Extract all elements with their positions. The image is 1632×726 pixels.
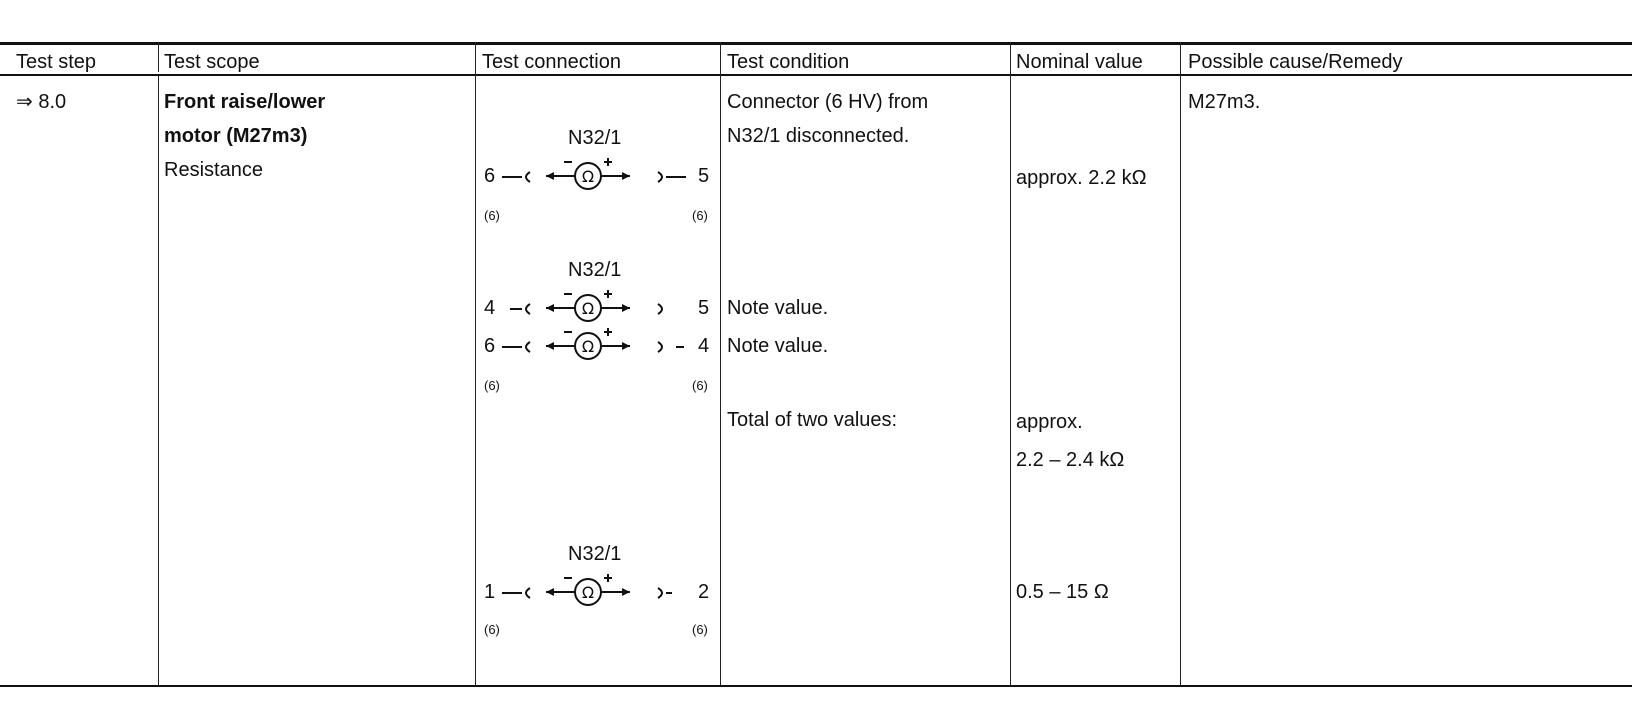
condition-1-line2: N32/1 disconnected. bbox=[727, 125, 910, 147]
c4-right-plug-icon bbox=[654, 586, 688, 600]
condition-1-line1: Connector (6 HV) from bbox=[727, 91, 929, 113]
scope-title-line2: motor (M27m3) bbox=[164, 125, 308, 147]
nominal-2-line2: 2.2 – 2.4 kΩ bbox=[1016, 449, 1125, 471]
c1-right-connector: (6) bbox=[692, 208, 708, 223]
header-nominal-value: Nominal value bbox=[1016, 51, 1143, 73]
scope-subtitle: Resistance bbox=[164, 159, 263, 181]
c1-device-label: N32/1 bbox=[568, 127, 622, 149]
c2-right-pin: 5 bbox=[698, 297, 710, 319]
c3-left-connector: (6) bbox=[484, 378, 500, 393]
c4-right-pin: 2 bbox=[698, 581, 710, 603]
col-divider-5 bbox=[1180, 42, 1181, 685]
c4-left-pin: 1 bbox=[484, 581, 496, 603]
table-top-rule bbox=[0, 42, 1632, 45]
svg-text:Ω: Ω bbox=[581, 299, 595, 318]
c1-left-connector: (6) bbox=[484, 208, 500, 223]
header-test-condition: Test condition bbox=[727, 51, 850, 73]
col-divider-1 bbox=[158, 42, 159, 72]
c3-ohmmeter-icon bbox=[546, 320, 630, 364]
c4-ohmmeter-icon bbox=[546, 566, 630, 610]
c2-left-plug-icon bbox=[500, 302, 534, 316]
condition-4: Total of two values: bbox=[727, 409, 898, 431]
c2-left-pin: 4 bbox=[484, 297, 496, 319]
svg-text:Ω: Ω bbox=[581, 337, 595, 356]
svg-text:Ω: Ω bbox=[581, 583, 595, 602]
col-divider-1b bbox=[158, 76, 159, 685]
c4-device-label: N32/1 bbox=[568, 543, 622, 565]
c3-right-pin: 4 bbox=[698, 335, 710, 357]
c1-right-plug-icon bbox=[654, 170, 688, 184]
table-bottom-rule bbox=[0, 685, 1632, 687]
svg-text:Ω: Ω bbox=[581, 167, 595, 186]
c3-left-plug-icon bbox=[500, 340, 534, 354]
c1-left-plug-icon bbox=[500, 170, 534, 184]
c1-ohmmeter-icon bbox=[546, 150, 630, 194]
col-divider-2 bbox=[475, 42, 476, 685]
c3-left-pin: 6 bbox=[484, 335, 496, 357]
header-test-step: Test step bbox=[16, 51, 97, 73]
c3-right-connector: (6) bbox=[692, 378, 708, 393]
c2-right-plug-icon bbox=[654, 302, 688, 316]
remedy-text: M27m3. bbox=[1188, 91, 1261, 113]
c1-left-pin: 6 bbox=[484, 165, 496, 187]
nominal-2-line1: approx. bbox=[1016, 411, 1083, 433]
c4-right-connector: (6) bbox=[692, 622, 708, 637]
c2-device-label: N32/1 bbox=[568, 259, 622, 281]
test-step-number: ⇒ 8.0 bbox=[16, 91, 67, 113]
header-possible-cause: Possible cause/Remedy bbox=[1188, 51, 1403, 73]
col-divider-3 bbox=[720, 42, 721, 685]
header-test-connection: Test connection bbox=[482, 51, 621, 73]
nominal-3: 0.5 – 15 Ω bbox=[1016, 581, 1109, 603]
c4-left-plug-icon bbox=[500, 586, 534, 600]
col-divider-4 bbox=[1010, 42, 1011, 685]
nominal-1: approx. 2.2 kΩ bbox=[1016, 167, 1147, 189]
scope-title-line1: Front raise/lower bbox=[164, 91, 326, 113]
condition-2: Note value. bbox=[727, 297, 829, 319]
header-test-scope: Test scope bbox=[164, 51, 260, 73]
c3-right-plug-icon bbox=[654, 340, 694, 354]
header-bottom-rule bbox=[0, 74, 1632, 76]
c1-right-pin: 5 bbox=[698, 165, 710, 187]
c4-left-connector: (6) bbox=[484, 622, 500, 637]
condition-3: Note value. bbox=[727, 335, 829, 357]
